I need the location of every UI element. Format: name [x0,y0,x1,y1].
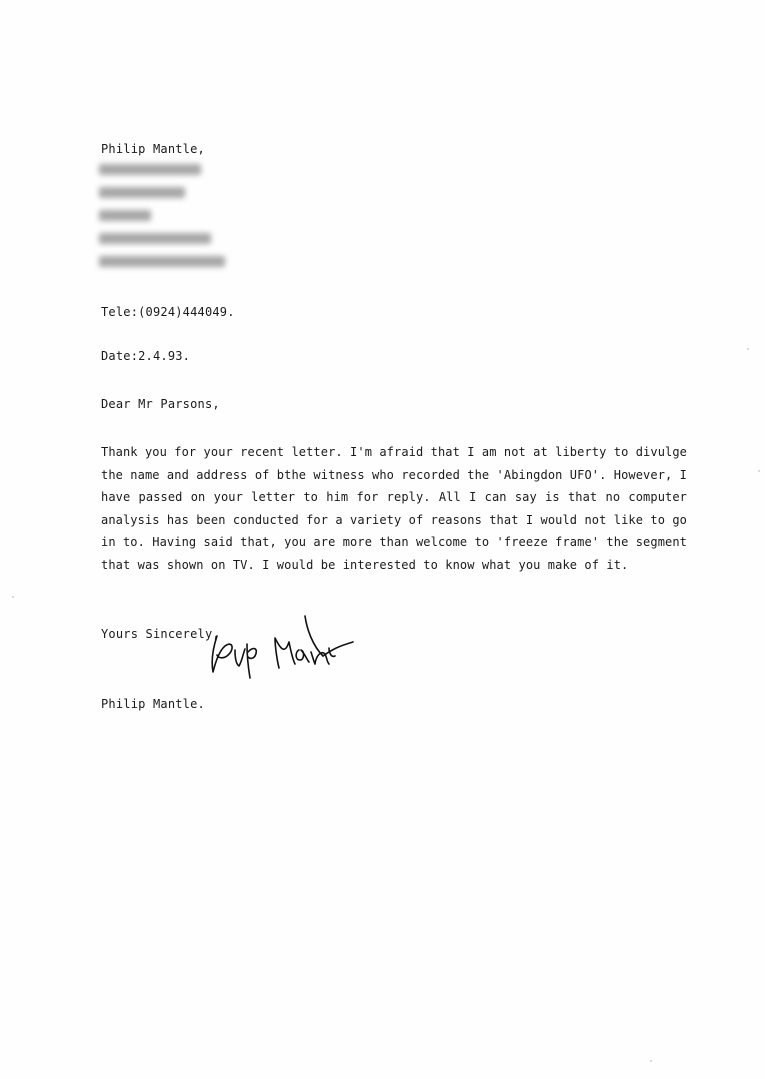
paper-speck [747,348,749,350]
telephone-line: Tele:(0924)444049. [101,305,235,319]
letter-body: Thank you for your recent letter. I'm afraid that I am not at liberty to divulge the name and address of bthe witness who recorded the 'Abingdon UFO'. However, I have passed on your letter to him for reply. All I can say is that no computer analysis has been conducted for a variety of reasons that I would not like to go in to. Having said that, you are more than welcome to 'freeze frame' the segment that was shown on TV. I would be interested to know what you make of it. [101,445,687,572]
redacted-address-line [99,187,185,198]
redacted-address [99,164,239,279]
redacted-address-line [99,210,151,221]
paper-speck [650,1060,652,1062]
date-line: Date:2.4.93. [101,349,191,363]
paper-speck [758,470,760,472]
redacted-address-line [99,233,211,244]
paper-speck [12,596,14,598]
handwritten-signature [205,606,355,686]
redacted-address-line [99,164,201,175]
sender-name: Philip Mantle, [101,142,205,156]
closing: Yours Sincerely, [101,627,220,641]
salutation: Dear Mr Parsons, [101,397,220,411]
signoff-name: Philip Mantle. [101,697,205,711]
redacted-address-line [99,256,225,267]
